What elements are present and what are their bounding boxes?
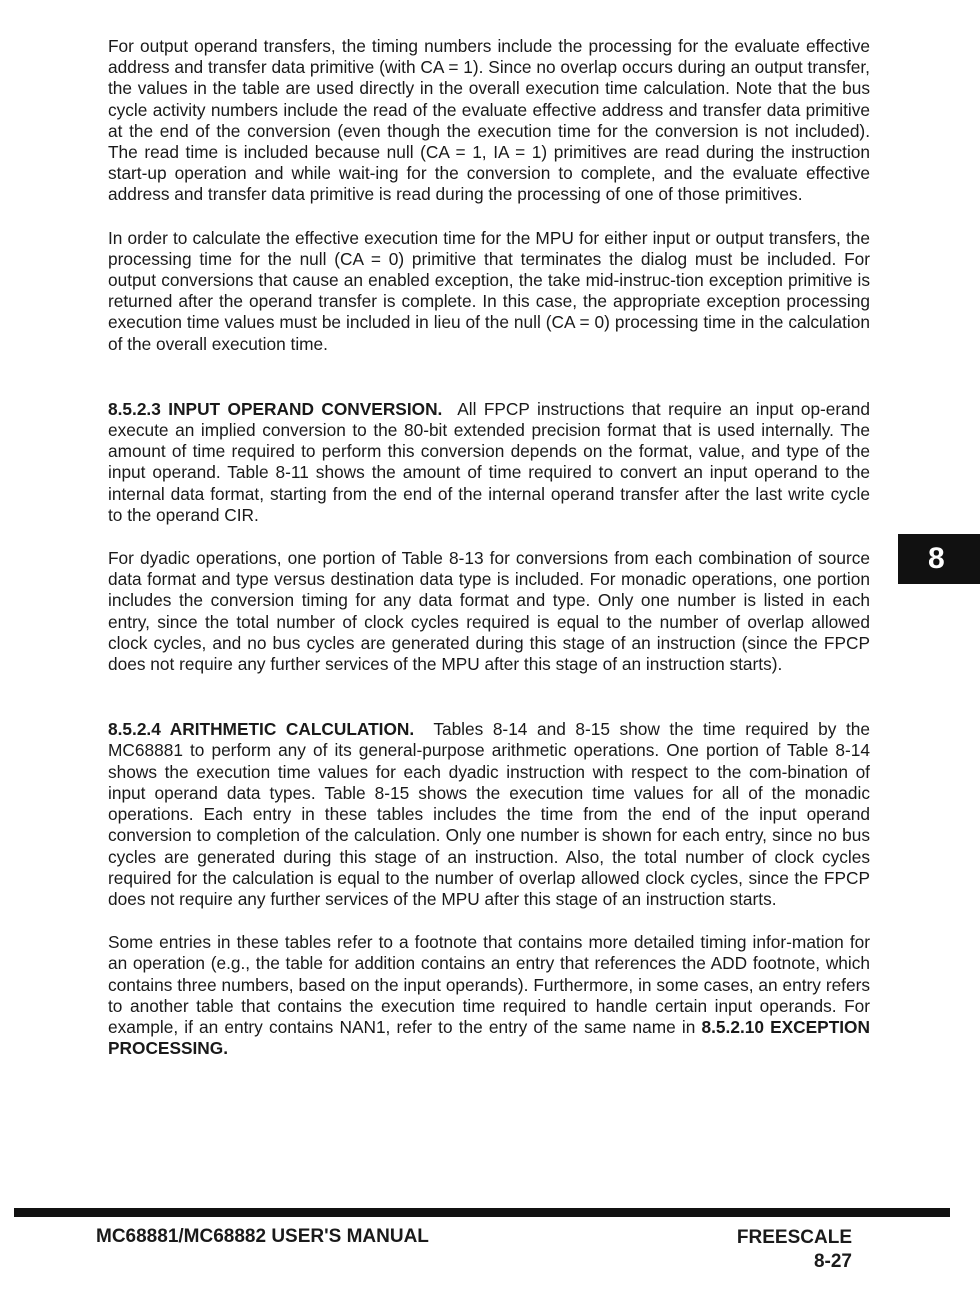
section-heading-8-5-2-3: 8.5.2.3 INPUT OPERAND CONVERSION. [108, 398, 443, 419]
chapter-tab: 8 [898, 534, 980, 584]
paragraph-dyadic-operations: For dyadic operations, one portion of Table 8-13 for conversions from each combination of source data format and type versus destination data type is included. For monadic operations, one portion includes the conversion timing for any data format and type. Only one number is listed in each entry, since the total number of clock cycles required is equal to the number of overlap allowed clock cycles, and no bus cycles are generated during this stage of an instruction (since the FPCP does not require any further services of the MPU after this stage of an instruction starts). [108, 548, 870, 675]
section-arithmetic-calculation [108, 719, 870, 910]
section-heading-8-5-2-4: 8.5.2.4 ARITHMETIC CALCULATION. [108, 719, 415, 740]
section-body-8-5-2-3: All FPCP instructions that require an input op-erand execute an implied conversion to the 80-bit extended precision format that is used internally. The amount of time required to perform this conversion depends on the format, value, and type of the input operand. Table 8-11 shows the amount of time required to convert an input operand to the internal data format, starting from the end of the internal operand transfer after the last write cycle to the operand CIR. [108, 398, 871, 525]
manual-title: MC68881/MC68882 USER'S MANUAL [96, 1226, 429, 1247]
exception-processing-reference: 8.5.2.10 EXCEPTION PROCESSING. [108, 1016, 870, 1059]
footer-right-block [737, 1226, 852, 1274]
section-input-operand-conversion [108, 399, 870, 526]
paragraph-footnotes [108, 932, 870, 1059]
publisher: FREESCALE [736, 1227, 852, 1248]
paragraph-effective-execution-time: In order to calculate the effective execution time for the MPU for either input or output transfers, the processing time for the null (CA = 0) primitive that terminates the dialog must be included. For output conversions that cause an enabled exception, the take mid-instruc-tion exception primitive is returned after the operand transfer is complete. In this case, the appropriate exception processing execution time values must be included in lieu of the null (CA = 0) processing time in the calculation of the overall execution time. [108, 227, 870, 354]
section-body-8-5-2-4: Tables 8-14 and 8-15 show the time required by the MC68881 to perform any of its general-purpose arithmetic operations. One portion of Table 8-14 shows the execution time values for each dyadic instruction with respect to the com-bination of input operand data types. Table 8-15 shows the execution time values for all of the monadic operations. Each entry in these tables includes the time from the end of the input operand conversion to completion of the calculation. Only one number is shown for each entry, since no bus cycles are generated during this stage of an instruction. Also, the total number of clock cycles required for the calculation is equal to the number of overlap allowed clock cycles, since the FPCP does not require any further services of the MPU after this stage of an instruction starts. [108, 719, 870, 909]
paragraph-output-transfers: For output operand transfers, the timing numbers include the processing for the evaluate effective address and transfer data primitive (with CA = 1). Since no overlap occurs during an output transfer, the values in the table are used directly in the overall execution time calculation. Note that the bus cycle activity numbers include the read of the evaluate effective address and transfer data primitive at the end of the conversion (even though the execution time for the conversion is not included). The read time is included because null (CA = 1, IA = 1) primitives are read during the instruction start-up operation and while wait-ing for the conversion to complete, and the evaluate effective address and transfer data primitive is read during the processing of one of those primitives. [108, 36, 870, 205]
main-text [108, 36, 870, 1059]
footnotes-body: Some entries in these tables refer to a footnote that contains more detailed timing infor-mation for an operation (e.g., the table for addition contains an entry that references the ADD footnote, which contains three numbers, based on the input operands). Furthermore, in some cases, an entry refers to another table that contains the execution time required to handle certain input operands. For example, if an entry contains NAN1, refer to the entry of the same name in [108, 932, 870, 1037]
page-number: 8-27 [813, 1251, 852, 1272]
footer-rule [14, 1208, 950, 1217]
